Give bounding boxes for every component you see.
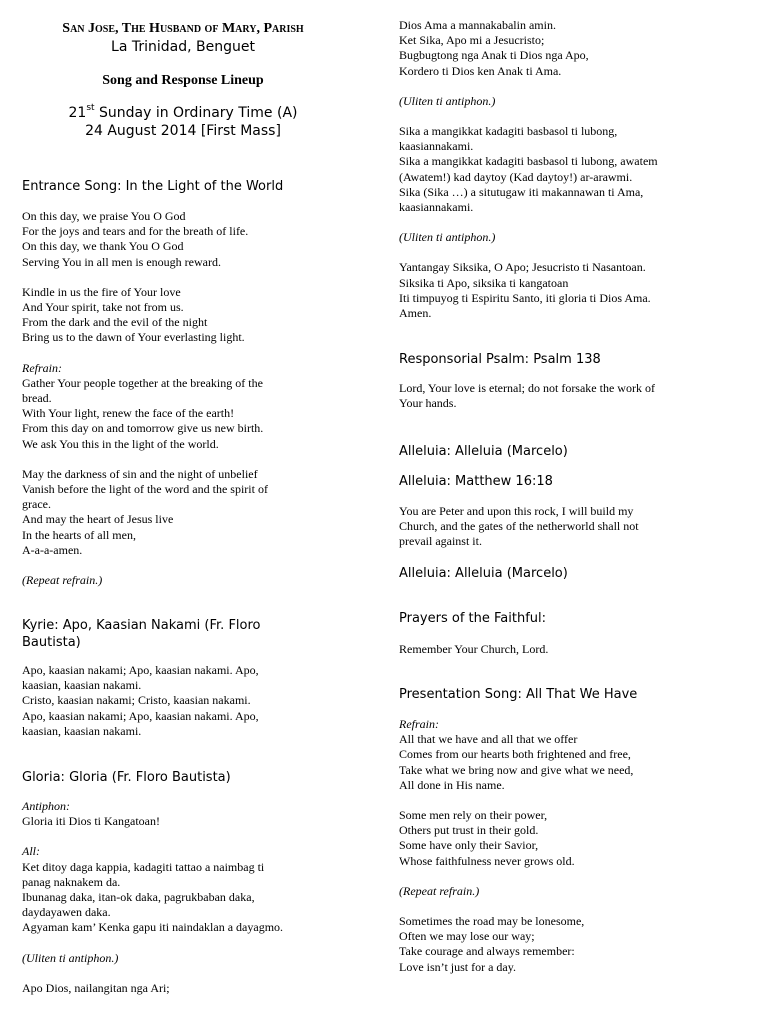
uliten-note: (Uliten ti antiphon.): [399, 230, 496, 245]
alleluia-section-3: [399, 565, 731, 582]
psalm-line: Lord, Your love is eternal; do not forsake the work of: [399, 381, 655, 395]
presentation-verse-line: Love isn’t just for a day.: [399, 959, 516, 974]
entrance-section: [22, 178, 344, 588]
gloria-line: Agyaman kam’ Kenka gapu iti naindaklan a dayagmo.: [22, 920, 284, 935]
gloria-line: Amen.: [399, 306, 432, 321]
refrain-line: From this day on and tomorrow give us new birth.: [22, 421, 264, 436]
uliten-note: (Uliten ti antiphon.): [22, 950, 119, 965]
header: [22, 0, 344, 140]
repeat-refrain-note: (Repeat refrain.): [22, 573, 103, 588]
prayers-section: [399, 610, 731, 657]
entrance-verse-line: A-a-a-amen.: [22, 542, 83, 557]
refrain-line: We ask You this in the light of the world.: [22, 436, 219, 451]
refrain-line: bread.: [22, 391, 52, 406]
mass-date: 24 August 2014 [First Mass]: [85, 123, 281, 139]
alleluia-section-2: [399, 473, 731, 550]
gloria-line: Ibunanag daka, itan-ok daka, pagrukbaban daka,: [22, 890, 255, 905]
gloria-line: Bugbugtong nga Anak ti Dios nga Apo,: [399, 48, 589, 63]
gloria-line: Yantangay Siksika, O Apo; Jesucristo ti Nasantoan.: [399, 260, 646, 275]
alleluia-line: You are Peter and upon this rock, I will build my: [399, 504, 634, 518]
alleluia-title: Alleluia: Alleluia (Marcelo): [399, 444, 568, 459]
alleluia-line: Church, and the gates of the netherworld shall not: [399, 519, 639, 534]
gloria-line: Sika (Sika …) a situtugaw iti makannawan ti Ama,: [399, 184, 644, 199]
prayers-title: Prayers of the Faithful:: [399, 611, 546, 626]
presentation-verse-line: Take courage and always remember:: [399, 944, 575, 959]
refrain-line: Comes from our hearts both frightened and free,: [399, 747, 631, 762]
gloria-title: Gloria: Gloria (Fr. Floro Bautista): [22, 770, 231, 785]
antiphon-line: Gloria iti Dios ti Kangatoan!: [22, 814, 160, 829]
entrance-verse-line: Vanish before the light of the word and the spirit of: [22, 482, 268, 497]
entrance-verse-line: On this day, we praise You O God: [22, 209, 186, 223]
gloria-line: panag naknakem da.: [22, 874, 121, 889]
entrance-verse-line: For the joys and tears and for the breath of life.: [22, 224, 249, 239]
gloria-line: kaasiannakami.: [399, 139, 474, 154]
parish-name: San Jose, The Husband of Mary, Parish: [62, 21, 304, 36]
sunday-text: Sunday in Ordinary Time (A): [94, 105, 298, 121]
entrance-verse-line: In the hearts of all men,: [22, 527, 136, 542]
refrain-line: With Your light, renew the face of the earth!: [22, 406, 235, 421]
entrance-verse-line: grace.: [22, 497, 51, 512]
entrance-verse-line: From the dark and the evil of the night: [22, 315, 208, 330]
sunday-title: [22, 104, 344, 122]
kyrie-line: Apo, kaasian nakami; Apo, kaasian nakami. Apo,: [22, 708, 259, 723]
entrance-verse-line: Kindle in us the fire of Your love: [22, 284, 181, 299]
presentation-verse-line: Some men rely on their power,: [399, 808, 548, 823]
refrain-line: All done in His name.: [399, 777, 505, 792]
kyrie-title: Bautista): [22, 635, 81, 650]
refrain-line: All that we have and all that we offer: [399, 732, 578, 747]
kyrie-line: kaasian, kaasian nakami.: [22, 723, 142, 738]
gloria-line: Kordero ti Dios ken Anak ti Ama.: [399, 63, 562, 78]
gloria-line: Sika a mangikkat kadagiti basbasol ti lubong,: [399, 124, 618, 139]
gloria-section: [22, 769, 344, 996]
gloria-line: kaasiannakami.: [399, 200, 474, 215]
refrain-label: Refrain:: [22, 360, 62, 375]
gloria-line: Siksika ti Apo, siksika ti kangatoan: [399, 275, 569, 290]
presentation-verse-line: Others put trust in their gold.: [399, 823, 539, 838]
gloria-line: Dios Ama a mannakabalin amin.: [399, 18, 556, 32]
entrance-verse-line: And Your spirit, take not from us.: [22, 300, 184, 315]
presentation-verse-line: Whose faithfulness never grows old.: [399, 853, 575, 868]
alleluia-section-1: [399, 443, 731, 460]
kyrie-line: kaasian, kaasian nakami.: [22, 678, 142, 693]
presentation-title: Presentation Song: All That We Have: [399, 687, 638, 702]
entrance-verse-line: Serving You in all men is enough reward.: [22, 254, 221, 269]
psalm-line: Your hands.: [399, 396, 457, 411]
prayers-line: Remember Your Church, Lord.: [399, 642, 549, 656]
entrance-verse-line: On this day, we thank You O God: [22, 239, 184, 254]
presentation-verse-line: Sometimes the road may be lonesome,: [399, 914, 585, 929]
entrance-verse-line: Bring us to the dawn of Your everlasting light.: [22, 330, 245, 345]
left-column: [22, 0, 344, 995]
antiphon-label: Antiphon:: [22, 799, 70, 813]
refrain-line: Take what we bring now and give what we need,: [399, 762, 634, 777]
gloria-line: Sika a mangikkat kadagiti basbasol ti lubong, awatem: [399, 154, 658, 169]
alleluia-title: Alleluia: Matthew 16:18: [399, 474, 553, 489]
gloria-line: Apo Dios, nailangitan nga Ari;: [22, 980, 170, 995]
entrance-verse-line: And may the heart of Jesus live: [22, 512, 174, 527]
entrance-title: Entrance Song: In the Light of the World: [22, 179, 284, 194]
kyrie-section: [22, 617, 344, 739]
gloria-line: Ket Sika, Apo mi a Jesucristo;: [399, 33, 545, 48]
lineup-title: Song and Response Lineup: [102, 73, 264, 88]
gloria-line: daydayawen daka.: [22, 905, 111, 920]
presentation-verse-line: Often we may lose our way;: [399, 929, 535, 944]
kyrie-line: Apo, kaasian nakami; Apo, kaasian nakami. Apo,: [22, 663, 259, 677]
gloria-line: (Awatem!) kad daytoy (Kad daytoy!) ar-arawmi.: [399, 169, 633, 184]
kyrie-line: Cristo, kaasian nakami; Cristo, kaasian nakami.: [22, 693, 251, 708]
gloria-line: Iti timpuyog ti Espiritu Santo, iti gloria ti Dios Ama.: [399, 290, 651, 305]
psalm-section: [399, 351, 731, 411]
presentation-section: [399, 686, 731, 975]
all-label: All:: [22, 844, 40, 859]
presentation-verse-line: Some have only their Savior,: [399, 838, 539, 853]
repeat-refrain-note: (Repeat refrain.): [399, 883, 480, 898]
parish-place: La Trinidad, Benguet: [111, 39, 255, 55]
refrain-line: Gather Your people together at the breaking of the: [22, 375, 263, 390]
gloria-continued: [399, 18, 731, 321]
alleluia-line: prevail against it.: [399, 534, 482, 549]
gloria-line: Ket ditoy daga kappia, kadagiti tattao a naimbag ti: [22, 859, 265, 874]
uliten-note: (Uliten ti antiphon.): [399, 93, 496, 108]
alleluia-title: Alleluia: Alleluia (Marcelo): [399, 566, 568, 581]
psalm-title: Responsorial Psalm: Psalm 138: [399, 352, 601, 367]
refrain-label: Refrain:: [399, 717, 439, 731]
sunday-number: 21: [68, 105, 87, 121]
entrance-verse-line: May the darkness of sin and the night of unbelief: [22, 466, 258, 481]
kyrie-title: Kyrie: Apo, Kaasian Nakami (Fr. Floro: [22, 618, 261, 633]
sunday-suffix: st: [86, 103, 95, 114]
